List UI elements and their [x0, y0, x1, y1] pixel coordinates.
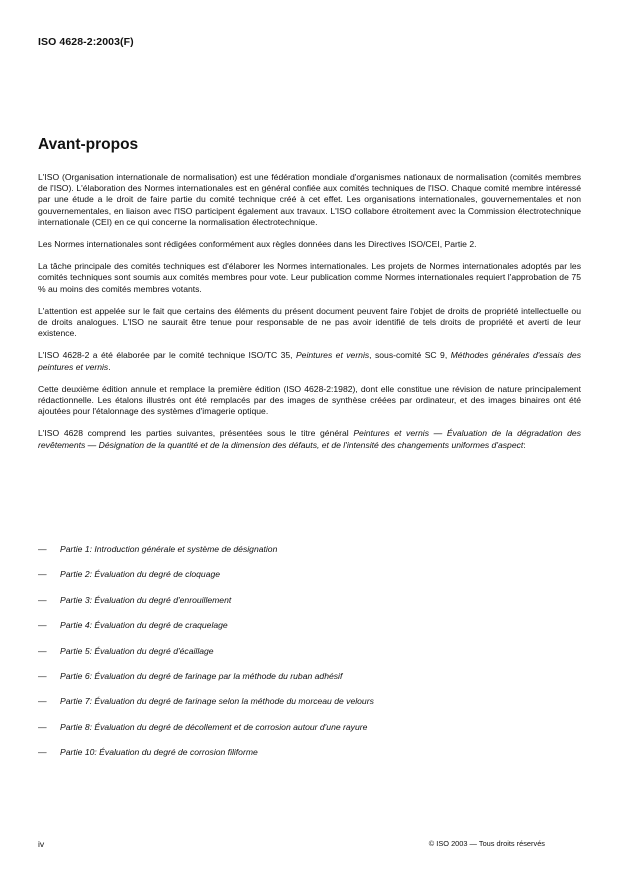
dash-bullet: —	[38, 620, 47, 631]
paragraph-iso-organisation: L'ISO (Organisation internationale de normalisation) est une fédération mondiale d'organismes nationaux de normalisation (comités membres de l'ISO). L'élaboration des Normes internationales est en général confiée aux comités techniques de l'ISO. Chaque comité membre intéressé par une étude a le droit de faire partie du comité technique créé à cet effet. Les organisations internationales, gouvernementales et non gouvernementales, en liaison avec l'ISO participent également aux travaux. L'ISO collabore étroitement avec la Commission électrotechnique internationale (CEI) en ce qui concerne la normalisation électrotechnique.	[38, 172, 581, 227]
dash-bullet: —	[38, 696, 47, 707]
paragraph-directives: Les Normes internationales sont rédigées conformément aux règles données dans les Directives ISO/CEI, Partie 2.	[38, 239, 477, 250]
part-label: Partie 1: Introduction générale et système de désignation	[60, 544, 278, 554]
dash-bullet: —	[38, 721, 47, 732]
foreword-body	[38, 172, 581, 462]
text-segment: .	[108, 361, 111, 372]
part-label: Partie 3: Évaluation du degré d'enrouillement	[60, 594, 232, 605]
page-number: iv	[38, 839, 45, 849]
copyright-notice: © ISO 2003 — Tous droits réservés	[428, 839, 545, 848]
list-item	[38, 544, 581, 569]
text-segment: L'ISO 4628-2 a été élaborée par le comité technique ISO/TC 35,	[38, 350, 296, 361]
paragraph-prepared-by	[38, 350, 581, 372]
text-segment: , sous-comité SC 9,	[369, 350, 451, 361]
dash-bullet: —	[38, 544, 47, 554]
part-label: Partie 5: Évaluation du degré d'écaillage	[60, 645, 214, 656]
part-label: Partie 7: Évaluation du degré de farinage selon la méthode du morceau de velours	[60, 696, 374, 707]
paragraph-patent-notice: L'attention est appelée sur le fait que certains des éléments du présent document peuvent faire l'objet de droits de propriété intellectuelle ou de droits analogues. L'ISO ne saurait être tenue pour responsable de ne pas avoir identifié de tels droits de propriété et averti de leur existence.	[38, 305, 581, 339]
part-label: Partie 2: Évaluation du degré de cloquage	[60, 569, 221, 580]
list-item	[38, 595, 581, 620]
text-segment: :	[523, 439, 526, 450]
paragraph-technical-committees: La tâche principale des comités techniques est d'élaborer les Normes internationales. Les projets de Normes internationales adoptés par les comités techniques sont soumis aux comités membres pour vote. Leur publication comme Normes internationales requiert l'approbation de 75 % au moins des comités membres votants.	[38, 261, 581, 294]
general-title: Peintures et vernis — Évaluation de la dégradation des revêtements — Désignation de la quantité et de la dimension des défauts, et de l'intensité des changements uniformes d'aspect	[38, 428, 581, 450]
list-item	[38, 620, 581, 645]
parts-list	[38, 544, 581, 773]
part-label: Partie 10: Évaluation du degré de corrosion filiforme	[60, 747, 258, 758]
list-item	[38, 747, 581, 772]
list-item	[38, 722, 581, 747]
part-label: Partie 8: Évaluation du degré de décollement et de corrosion autour d'une rayure	[60, 721, 368, 732]
part-label: Partie 4: Évaluation du degré de craquelage	[60, 620, 228, 631]
list-item	[38, 696, 581, 721]
paragraph-edition-note: Cette deuxième édition annule et remplace la première édition (ISO 4628-2:1982), dont elle constitue une révision de nature principalement rédactionnelle. Les étalons illustrés ont été remplacés par des images de synthèse créées par ordinateur, et des images binaires ont été ajoutées pour l'étalonnage des systèmes d'imagerie optique.	[38, 383, 581, 417]
section-title: Avant-propos	[38, 136, 139, 153]
list-item	[38, 569, 581, 594]
subcommittee-title: Méthodes générales d'essais des peintures et vernis	[38, 350, 581, 372]
committee-title: Peintures et vernis	[295, 350, 370, 361]
dash-bullet: —	[38, 670, 47, 681]
dash-bullet: —	[38, 747, 47, 758]
list-item	[38, 671, 581, 696]
document-id-header: ISO 4628-2:2003(F)	[38, 36, 134, 48]
dash-bullet: —	[38, 569, 47, 580]
list-item	[38, 646, 581, 671]
dash-bullet: —	[38, 594, 47, 605]
text-segment: L'ISO 4628 comprend les parties suivantes, présentées sous le titre général	[38, 428, 354, 439]
part-label: Partie 6: Évaluation du degré de farinage par la méthode du ruban adhésif	[60, 670, 343, 681]
dash-bullet: —	[38, 645, 47, 656]
paragraph-parts-intro	[38, 428, 581, 450]
